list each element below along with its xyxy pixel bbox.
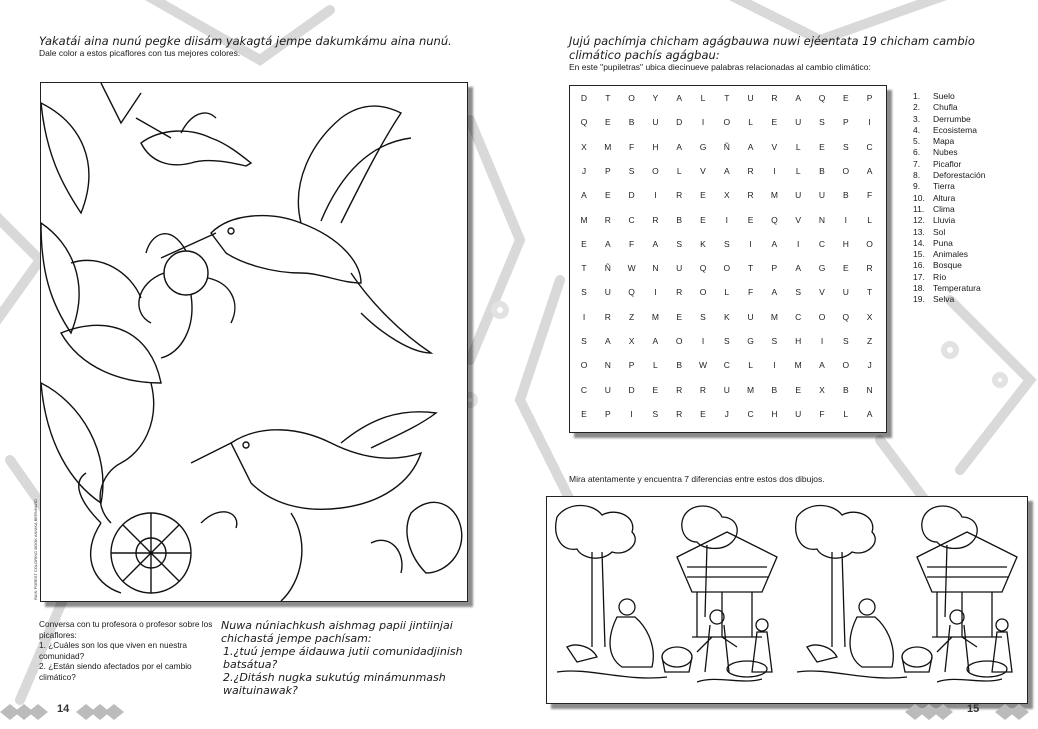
puzzle-letter: E <box>604 117 611 128</box>
puzzle-letter: E <box>795 384 802 395</box>
puzzle-letter: E <box>700 408 706 419</box>
conversa-intro: Conversa con tu profesora o profesor sobre los picaflores: <box>39 619 213 640</box>
puzzle-letter: A <box>795 93 802 103</box>
puzzle-letter: A <box>652 238 659 249</box>
left-subheading: Dale color a estos picaflores con tus mejores colores. <box>39 48 241 58</box>
puzzle-letter: F <box>819 408 825 419</box>
puzzle-letter: M <box>770 311 778 322</box>
puzzle-letter: R <box>747 190 754 201</box>
puzzle-letter: H <box>771 408 778 419</box>
puzzle-letter: E <box>747 214 754 225</box>
puzzle-letter: N <box>818 214 826 225</box>
puzzle-letter: A <box>676 141 683 152</box>
word-text: Río <box>933 271 947 282</box>
word-text: Clima <box>933 203 955 214</box>
word-number: 10. <box>913 192 925 203</box>
puzzle-letter: P <box>604 408 611 419</box>
puzzle-letter: B <box>771 384 778 395</box>
word-search-puzzle <box>569 85 887 433</box>
puzzle-letter: E <box>842 93 849 103</box>
puzzle-letter: J <box>581 165 587 176</box>
word-number: 4. <box>913 124 921 135</box>
conversa-item-2: 2. ¿Están siendo afectados por el cambio climático? <box>39 661 192 682</box>
puzzle-letter: U <box>604 287 611 298</box>
word-list-item <box>913 215 985 226</box>
puzzle-letter: L <box>724 287 730 298</box>
word-text: Selva <box>933 294 955 305</box>
puzzle-letter: Q <box>771 214 778 225</box>
puzzle-letter: O <box>699 287 707 298</box>
conversa-item-1: 1. ¿Cuáles son los que viven en nuestra comunidad? <box>39 640 188 661</box>
word-list-item <box>913 238 985 249</box>
word-list-item <box>913 260 985 271</box>
word-list-item <box>913 249 985 260</box>
puzzle-letter: Q <box>699 263 707 274</box>
puzzle-letter: W <box>698 360 708 371</box>
puzzle-letter: R <box>676 384 683 395</box>
puzzle-letter: B <box>819 165 825 176</box>
puzzle-letter: O <box>580 360 588 371</box>
word-list-item <box>913 193 985 204</box>
puzzle-letter: C <box>795 311 802 322</box>
puzzle-letter: Y <box>652 93 659 103</box>
puzzle-letter: I <box>820 336 824 346</box>
puzzle-letter: P <box>866 93 873 103</box>
puzzle-letter: C <box>723 360 730 371</box>
puzzle-letter: M <box>651 311 659 322</box>
spot-differences-illustration <box>546 496 1028 704</box>
word-text: Picaflor <box>933 158 962 169</box>
puzzle-letter: L <box>653 360 658 371</box>
puzzle-letter: O <box>842 360 850 371</box>
word-number: 9. <box>913 181 921 192</box>
puzzle-letter: X <box>866 311 873 322</box>
puzzle-letter: D <box>580 93 588 103</box>
word-number: 2. <box>913 102 921 113</box>
puzzle-letter: D <box>628 384 635 395</box>
word-text: Lluvia <box>933 215 956 226</box>
awajun-intro: Nuwa núniachkush aishmag papii jintiinjai chichastá jempe pachísam: <box>221 619 453 645</box>
puzzle-letter: U <box>723 384 730 395</box>
puzzle-letter: E <box>819 141 825 152</box>
hummingbird-coloring-illustration <box>40 82 468 602</box>
puzzle-letter: N <box>866 384 873 395</box>
word-number: 19. <box>913 294 925 305</box>
puzzle-letter: I <box>844 214 847 225</box>
puzzle-letter: J <box>724 408 729 419</box>
puzzle-letter: T <box>605 93 611 103</box>
puzzle-letter: S <box>795 287 802 298</box>
puzzle-letter: A <box>723 165 730 176</box>
puzzle-letter: X <box>581 141 587 152</box>
puzzle-letter: Z <box>628 311 635 322</box>
word-number: 11. <box>913 203 925 214</box>
puzzle-letter: C <box>866 141 873 152</box>
word-list-item <box>913 283 985 294</box>
puzzle-letter: B <box>842 190 849 201</box>
word-text: Altura <box>933 192 956 203</box>
puzzle-letter: L <box>795 165 801 176</box>
word-text: Nubes <box>933 147 958 158</box>
puzzle-letter: M <box>747 384 755 395</box>
puzzle-letter: P <box>628 360 635 371</box>
puzzle-letter: T <box>747 263 754 274</box>
word-list-item <box>913 136 985 147</box>
puzzle-letter: S <box>842 141 849 152</box>
puzzle-letter: V <box>795 214 802 225</box>
word-text: Animales <box>933 249 968 260</box>
puzzle-letter: J <box>867 360 872 371</box>
word-number: 12. <box>913 215 925 226</box>
word-text: Puna <box>933 237 953 248</box>
word-text: Ecosistema <box>933 124 977 135</box>
puzzle-letter: X <box>819 384 825 395</box>
word-number: 3. <box>913 113 921 124</box>
puzzle-letter: D <box>628 190 635 201</box>
puzzle-letter: W <box>627 263 636 274</box>
puzzle-letter: R <box>676 408 683 419</box>
puzzle-letter: I <box>725 214 728 225</box>
word-list-item <box>913 102 985 113</box>
right-heading: Jujú pachímja chicham agágbauwa nuwi ejéentata 19 chicham cambio climático pachís agágbau: <box>569 34 975 62</box>
puzzle-letter: I <box>773 165 776 176</box>
puzzle-letter: G <box>699 141 707 152</box>
puzzle-letter: I <box>749 238 752 249</box>
puzzle-letter: C <box>818 238 826 249</box>
word-text: Suelo <box>933 91 955 101</box>
puzzle-letter: I <box>701 336 705 346</box>
puzzle-letter: L <box>867 214 872 225</box>
puzzle-letter: S <box>700 311 706 322</box>
word-number: 15. <box>913 249 925 260</box>
puzzle-letter: O <box>723 117 731 128</box>
puzzle-letter: R <box>866 263 873 274</box>
word-list-item <box>913 181 985 192</box>
word-list-item <box>913 204 985 215</box>
word-number: 6. <box>913 147 921 158</box>
puzzle-letter: U <box>818 190 826 201</box>
puzzle-letter: A <box>604 238 611 249</box>
puzzle-letter: V <box>771 141 778 152</box>
puzzle-letter: A <box>676 93 683 103</box>
puzzle-letter: E <box>581 408 587 419</box>
puzzle-letter: I <box>701 117 705 128</box>
puzzle-letter: P <box>604 165 611 176</box>
word-number: 1. <box>913 91 921 101</box>
puzzle-letter: S <box>581 287 587 298</box>
page-number-right: 15 <box>967 703 980 715</box>
puzzle-letter: I <box>654 190 657 201</box>
puzzle-letter: C <box>628 214 635 225</box>
puzzle-letter: A <box>866 408 873 419</box>
word-number: 17. <box>913 271 925 282</box>
word-list <box>913 91 985 306</box>
puzzle-letter: C <box>747 408 754 419</box>
puzzle-letter: M <box>770 190 778 201</box>
puzzle-letter: S <box>652 408 659 419</box>
puzzle-letter: R <box>676 190 683 201</box>
word-number: 14. <box>913 237 925 248</box>
word-list-item <box>913 125 985 136</box>
word-number: 13. <box>913 226 925 237</box>
conversa-section <box>39 619 214 682</box>
word-text: Chufla <box>933 102 958 113</box>
puzzle-letter: R <box>604 214 611 225</box>
puzzle-letter: B <box>842 384 849 395</box>
puzzle-letter: E <box>604 190 611 201</box>
left-heading: Yakatái aina nunú pegke diisám yakagtá jempe dakumkámu aina nunú. <box>39 34 452 48</box>
word-number: 16. <box>913 260 925 271</box>
puzzle-letter: A <box>581 190 587 201</box>
puzzle-letter: E <box>652 384 659 395</box>
puzzle-letter: Ñ <box>723 141 730 152</box>
puzzle-letter: A <box>771 287 778 298</box>
puzzle-letter: R <box>604 311 611 322</box>
puzzle-letter: E <box>700 190 706 201</box>
word-number: 18. <box>913 283 925 294</box>
puzzle-letter: X <box>723 190 730 201</box>
puzzle-letter: A <box>795 263 802 274</box>
puzzle-letter: U <box>676 263 683 274</box>
word-text: Tierra <box>933 181 955 192</box>
word-number: 8. <box>913 170 921 181</box>
puzzle-letter: I <box>868 117 871 128</box>
puzzle-letter: A <box>771 238 778 249</box>
puzzle-letter: L <box>843 408 849 419</box>
puzzle-letter: U <box>604 384 611 395</box>
word-text: Deforestación <box>933 170 986 181</box>
differences-instruction: Mira atentamente y encuentra 7 diferencias entre estos dos dibujos. <box>569 474 825 484</box>
puzzle-letter: O <box>818 311 826 322</box>
puzzle-letter: B <box>628 117 635 128</box>
puzzle-letter: U <box>795 117 802 128</box>
puzzle-letter: E <box>771 117 778 128</box>
awajun-item-1: 1.¿tuú jempe áidauwa jutii comunidadjinish batsátua? <box>223 645 463 671</box>
puzzle-letter: Ñ <box>604 263 611 274</box>
puzzle-letter: U <box>747 311 754 322</box>
puzzle-letter: P <box>771 263 778 274</box>
word-list-item <box>913 91 985 102</box>
puzzle-letter: S <box>723 336 730 346</box>
puzzle-letter: L <box>700 93 706 103</box>
puzzle-letter: A <box>819 360 825 371</box>
puzzle-letter: I <box>630 408 633 419</box>
puzzle-letter: A <box>652 336 659 346</box>
puzzle-letter: Q <box>580 117 588 128</box>
word-list-item <box>913 170 985 181</box>
puzzle-letter: N <box>604 360 611 371</box>
puzzle-letter: P <box>842 117 849 128</box>
puzzle-letter: O <box>675 336 683 346</box>
word-number: 7. <box>913 158 921 169</box>
puzzle-letter: Q <box>628 287 635 298</box>
puzzle-letter: T <box>724 93 730 103</box>
puzzle-letter: A <box>604 336 611 346</box>
page-number-left: 14 <box>57 703 70 715</box>
puzzle-letter: B <box>676 360 683 371</box>
puzzle-letter: H <box>842 238 849 249</box>
word-text: Sol <box>933 226 946 237</box>
word-list-item <box>913 227 985 238</box>
puzzle-letter: O <box>652 165 659 176</box>
puzzle-letter: S <box>842 336 849 346</box>
illustration-credit: RAIN FOREST COLORING BOOK ANNIKA BERNHARD <box>33 498 38 600</box>
word-search-grid <box>570 86 886 432</box>
puzzle-letter: M <box>794 360 802 371</box>
puzzle-letter: V <box>819 287 825 298</box>
puzzle-letter: F <box>866 190 873 201</box>
puzzle-letter: S <box>581 336 587 346</box>
hummingbird-drawing <box>41 83 467 601</box>
puzzle-letter: X <box>628 336 635 346</box>
right-subheading: En este "pupiletras" ubica diecinueve palabras relacionadas al cambio climático: <box>569 62 871 72</box>
puzzle-letter: G <box>747 336 754 346</box>
puzzle-letter: R <box>771 93 778 103</box>
awajun-section <box>221 619 486 697</box>
puzzle-letter: R <box>747 165 754 176</box>
word-list-item <box>913 272 985 283</box>
puzzle-letter: O <box>628 93 635 103</box>
puzzle-letter: I <box>797 238 800 249</box>
puzzle-letter: K <box>723 311 730 322</box>
page-number-decoration-left <box>0 700 140 724</box>
puzzle-letter: A <box>747 141 754 152</box>
puzzle-letter: L <box>795 141 801 152</box>
puzzle-letter: D <box>676 117 683 128</box>
puzzle-letter: N <box>652 263 659 274</box>
word-list-item <box>913 294 985 305</box>
word-text: Bosque <box>933 260 962 271</box>
puzzle-letter: K <box>700 238 706 249</box>
puzzle-letter: I <box>654 287 657 298</box>
puzzle-letter: S <box>628 165 635 176</box>
puzzle-letter: L <box>748 117 753 128</box>
puzzle-letter: U <box>842 287 849 298</box>
village-scenes-drawing <box>547 497 1027 703</box>
puzzle-letter: C <box>580 384 588 395</box>
puzzle-letter: E <box>842 263 849 274</box>
puzzle-letter: Q <box>818 93 826 103</box>
puzzle-letter: R <box>652 214 659 225</box>
puzzle-letter: Z <box>866 336 873 346</box>
puzzle-letter: T <box>581 263 587 274</box>
puzzle-letter: U <box>795 190 802 201</box>
word-text: Derrumbe <box>933 113 971 124</box>
word-list-item <box>913 114 985 125</box>
puzzle-letter: G <box>818 263 826 274</box>
puzzle-letter: E <box>700 214 706 225</box>
puzzle-letter: H <box>795 336 802 346</box>
puzzle-letter: O <box>842 165 850 176</box>
word-list-item <box>913 159 985 170</box>
puzzle-letter: M <box>580 214 588 225</box>
puzzle-letter: R <box>676 287 683 298</box>
word-number: 5. <box>913 136 921 147</box>
puzzle-letter: V <box>700 165 706 176</box>
puzzle-letter: B <box>676 214 683 225</box>
puzzle-letter: S <box>723 238 730 249</box>
puzzle-letter: A <box>866 165 873 176</box>
word-list-item <box>913 147 985 158</box>
puzzle-letter: L <box>748 360 753 371</box>
awajun-item-2: 2.¿Ditásh nugka sukutúg minámunmash waituinawak? <box>223 671 446 697</box>
puzzle-letter: S <box>819 117 825 128</box>
puzzle-letter: F <box>628 238 635 249</box>
puzzle-letter: S <box>676 238 683 249</box>
puzzle-letter: T <box>866 287 873 298</box>
puzzle-letter: M <box>604 141 612 152</box>
puzzle-letter: S <box>771 336 778 346</box>
puzzle-letter: F <box>628 141 635 152</box>
puzzle-letter: E <box>676 311 683 322</box>
puzzle-letter: Q <box>842 311 850 322</box>
word-text: Temperatura <box>933 283 981 294</box>
puzzle-letter: I <box>582 311 586 322</box>
puzzle-letter: F <box>747 287 754 298</box>
puzzle-letter: H <box>652 141 659 152</box>
puzzle-letter: R <box>699 384 707 395</box>
puzzle-letter: O <box>866 238 873 249</box>
puzzle-letter: U <box>652 117 659 128</box>
puzzle-letter: I <box>773 360 776 371</box>
puzzle-letter: U <box>747 93 754 103</box>
puzzle-letter: L <box>676 165 682 176</box>
puzzle-letter: O <box>723 263 731 274</box>
word-text: Mapa <box>933 136 955 147</box>
puzzle-letter: E <box>581 238 587 249</box>
puzzle-letter: U <box>795 408 802 419</box>
